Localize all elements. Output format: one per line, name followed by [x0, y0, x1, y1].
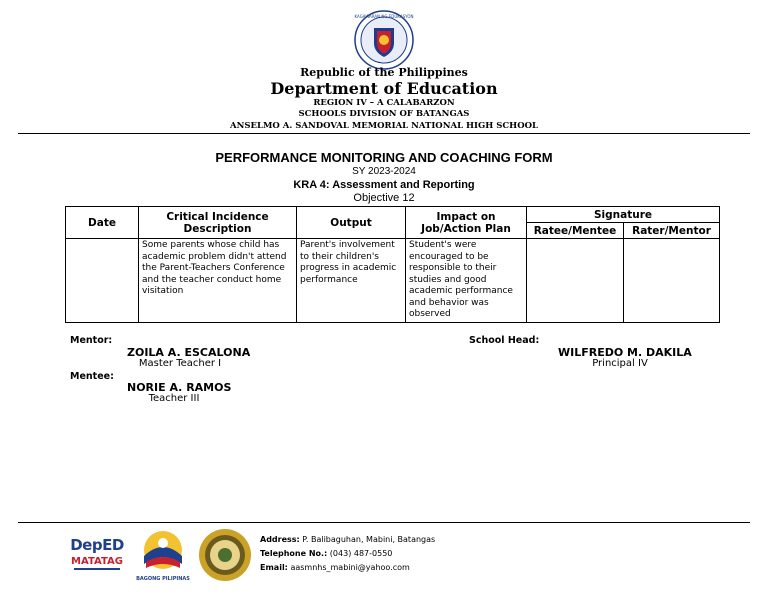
school-head-position: Principal IV	[592, 358, 648, 369]
header-rater: Rater/Mentor	[624, 223, 720, 239]
deped-logo-text: DepED	[70, 536, 124, 554]
mentee-position: Teacher III	[148, 393, 200, 404]
republic-text: Republic of the Philippines	[300, 66, 468, 79]
mentor-name: ZOILA A. ESCALONA	[127, 346, 251, 359]
footer-email: Email: aasmnhs_mabini@yahoo.com	[260, 563, 410, 572]
bagong-pilipinas-icon	[132, 528, 194, 572]
school-name: ANSELMO A. SANDOVAL MEMORIAL NATIONAL HIGH SCHOOL	[230, 121, 538, 131]
footer-contact	[260, 533, 435, 575]
cell-impact: Student's were encouraged to be responsible to their studies and good academic performance and behavior was observed	[406, 239, 527, 323]
cell-date	[66, 239, 139, 323]
header-divider	[18, 133, 750, 134]
footer-divider	[18, 522, 750, 523]
mentor-position: Master Teacher I	[138, 358, 222, 369]
header-ratee: Ratee/Mentee	[527, 223, 624, 239]
mentee-label: Mentee:	[70, 371, 114, 382]
cell-ratee-signature	[527, 239, 624, 323]
department-title: Department of Education	[270, 79, 498, 98]
school-head-label: School Head:	[469, 335, 540, 346]
objective-text: Objective 12	[353, 192, 415, 204]
header-signature: Signature	[527, 207, 720, 223]
deped-matatag-logo	[68, 530, 126, 580]
footer-address: Address: P. Balibaguhan, Mabini, Batangas	[260, 535, 436, 544]
header-critical-incidence: Critical Incidence Description	[139, 207, 297, 239]
division-text: SCHOOLS DIVISION OF BATANGAS	[298, 109, 470, 119]
header-impact: Impact on Job/Action Plan	[406, 207, 527, 239]
table-row	[66, 239, 720, 323]
svg-text:KAGAWARAN NG EDUKASYON: KAGAWARAN NG EDUKASYON	[354, 14, 414, 19]
school-seal-icon	[198, 528, 252, 582]
footer-phone: Telephone No.: (043) 487-0550	[260, 549, 393, 558]
cell-critical-incidence: Some parents whose child has academic problem didn't attend the Parent-Teachers Conference and the teacher conduct home visitation	[139, 239, 297, 323]
matatag-logo-text: MATATAG	[71, 556, 123, 567]
bagong-pilipinas-logo	[132, 528, 194, 584]
cell-rater-signature	[624, 239, 720, 323]
kra-title: KRA 4: Assessment and Reporting	[293, 179, 475, 191]
header-date: Date	[66, 207, 139, 239]
school-head-name: WILFREDO M. DAKILA	[558, 346, 692, 359]
bagong-pilipinas-text: BAGONG PILIPINAS	[136, 576, 190, 582]
mentor-label: Mentor:	[70, 335, 113, 346]
form-title: PERFORMANCE MONITORING AND COACHING FORM	[215, 150, 553, 165]
deped-seal-icon	[354, 10, 414, 70]
mentee-name: NORIE A. RAMOS	[127, 381, 232, 394]
coaching-table	[65, 206, 720, 323]
header-output: Output	[297, 207, 406, 239]
cell-output: Parent's involvement to their children's progress in academic performance	[297, 239, 406, 323]
school-year: SY 2023-2024	[352, 166, 416, 177]
region-text: REGION IV – A CALABARZON	[313, 98, 455, 108]
